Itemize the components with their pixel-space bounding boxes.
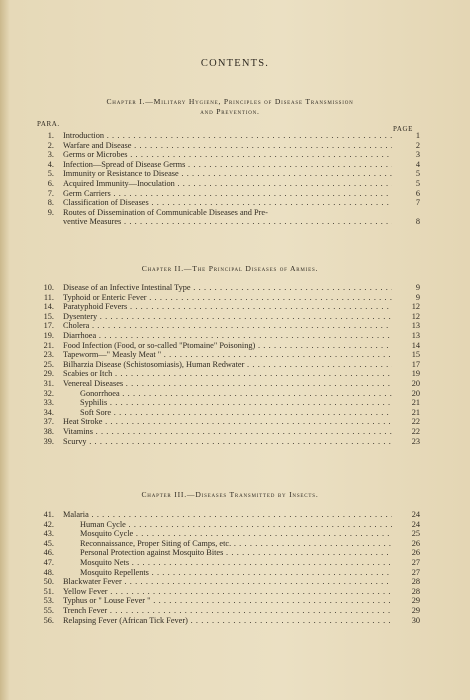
page-number: 5 [415,178,420,188]
toc-entry [35,510,420,520]
entry-title: Dysentery . . . [63,312,392,322]
para-number: 7. [47,188,54,198]
page-number: 19 [411,369,420,379]
entry-title: Bilharzia Disease (Schistosomiasis), Human Redwater . . . [63,360,392,370]
para-number: 46. [43,548,54,558]
page-number: 20 [411,388,420,398]
page-number: 9 [415,292,420,302]
para-number: 29. [43,369,54,379]
chapter-3-heading [30,490,430,499]
entry-title: Syphilis . . . [80,398,392,408]
entry-title: Soft Sore . . . [80,408,392,418]
entry-title: Venereal Diseases . . . [63,379,392,389]
toc-entry [35,379,420,389]
chapter-2-heading-text: Chapter II.—The Principal Diseases of Armies. [141,264,319,273]
para-number: 23. [43,350,54,360]
toc-entry [35,283,420,293]
para-number: 5. [47,169,54,179]
para-number: 55. [43,605,54,615]
para-number: 1. [47,131,54,140]
toc-entry [35,369,420,379]
page-number: 26 [411,548,420,558]
entry-title-continued: ventive Measures . . . [63,217,392,227]
para-number: 3. [47,150,54,160]
page-number: 21 [411,398,420,408]
chapter-1-entries [35,131,420,227]
page-number: 25 [411,529,420,539]
page-number: 23 [411,436,420,446]
toc-entry [35,341,420,351]
para-number: 6. [47,178,54,188]
entry-title: Reconnaissance, Proper Siting of Camps, etc. . . . [80,539,392,549]
entry-title: Immunity or Resistance to Disease . . . [63,169,392,179]
entry-title: Gonorrhoea . . . [80,389,392,399]
toc-entry [35,350,420,360]
toc-entry [35,520,420,530]
toc-entry [35,189,420,199]
toc-entry [35,548,420,558]
toc-entry [35,437,420,447]
entry-title: Cholera . . . [63,321,392,331]
para-number: 2. [47,140,54,150]
toc-entry [35,208,420,227]
entry-title: Personal Protection against Mosquito Bites . . . [80,548,392,558]
entry-title: Heat Stroke . . . [63,417,392,427]
entry-title: Warfare and Disease . . . [63,141,392,151]
toc-entry [35,427,420,437]
entry-title: Trench Fever . . . [63,606,392,616]
entry-title: Disease of an Infective Intestinal Type . . . [63,283,392,293]
para-number: 11. [43,292,54,302]
para-number: 48. [43,567,54,577]
page-number: 28 [411,577,420,587]
page-number: 8 [415,217,420,227]
para-number: 45. [43,538,54,548]
entry-title: Introduction . . . [63,131,392,141]
chapter-1-heading-line1: Chapter I.—Military Hygiene, Principles of Disease Transmission [106,97,354,106]
toc-entry [35,131,420,141]
page-number: 6 [415,188,420,198]
para-number: 14. [43,302,54,312]
entry-title: Diarrhoea . . . [63,331,392,341]
entry-title: Germ Carriers . . . [63,189,392,199]
page-number: 27 [411,557,420,567]
entry-title: Routes of Dissemination of Communicable Diseases and Pre- [63,207,268,217]
entry-title: Classification of Diseases . . . [63,198,392,208]
para-number: 50. [43,577,54,587]
toc-entry [35,160,420,170]
para-number: 42. [43,519,54,529]
para-number: 4. [47,159,54,169]
entry-title: Acquired Immunity—Inoculation . . . [63,179,392,189]
page-number: 29 [411,596,420,606]
toc-entry [35,312,420,322]
page-number: 29 [411,605,420,615]
para-number: 38. [43,426,54,436]
para-number: 8. [47,198,54,208]
toc-entry [35,389,420,399]
page-column-label: PAGE [393,125,414,133]
entry-title: Blackwater Fever . . . [63,577,392,587]
para-number: 17. [43,321,54,331]
entry-title: Typhus or " Louse Fever " . . . [63,596,392,606]
para-number: 37. [43,417,54,427]
entry-title: Tapeworm—" Measly Meat " . . . [63,350,392,360]
entry-title: Food Infection (Food, or so-called "Ptomaine" Poisoning) . . . [63,341,392,351]
page-number: 22 [411,417,420,427]
entry-title: Scurvy . . . [63,437,392,447]
para-number: 47. [43,557,54,567]
toc-entry [35,293,420,303]
toc-entry [35,568,420,578]
toc-entry [35,577,420,587]
para-number: 32. [43,388,54,398]
toc-entry [35,587,420,597]
page-number: 14 [411,340,420,350]
para-number: 33. [43,398,54,408]
page-number: 4 [415,159,420,169]
para-number: 53. [43,596,54,606]
page-number: 15 [411,350,420,360]
page-number: 7 [415,198,420,208]
toc-entry [35,398,420,408]
para-number: 21. [43,340,54,350]
page-number: 9 [415,283,420,292]
entry-title: Mosquito Cycle . . . [80,529,392,539]
para-number: 31. [43,378,54,388]
para-number: 41. [43,510,54,519]
toc-entry [35,417,420,427]
entry-title: Paratyphoid Fevers . . . [63,302,392,312]
page-number: 12 [411,302,420,312]
page-number: 13 [411,321,420,331]
para-number: 15. [43,311,54,321]
para-number: 19. [43,330,54,340]
entry-title: Mosquito Nets . . . [80,558,392,568]
para-number: 25. [43,359,54,369]
entry-title: Yellow Fever . . . [63,587,392,597]
toc-entry [35,360,420,370]
toc-entry [35,179,420,189]
chapter-2-entries [35,283,420,446]
toc-entry [35,198,420,208]
chapter-2-heading [30,264,430,273]
chapter-3-entries [35,510,420,625]
page-number: 28 [411,586,420,596]
toc-entry [35,529,420,539]
para-number: 39. [43,436,54,446]
page-number: 21 [411,407,420,417]
page-number: 30 [411,615,420,625]
page-number: 1 [415,131,420,140]
para-number: 34. [43,407,54,417]
chapter-3-heading-text: Chapter III.—Diseases Transmitted by Insects. [141,490,319,499]
toc-entry [35,331,420,341]
entry-title: Scabies or Itch . . . [63,369,392,379]
toc-entry [35,408,420,418]
page-number: 5 [415,169,420,179]
entry-title: Germs or Microbes . . . [63,150,392,160]
toc-entry [35,302,420,312]
toc-entry [35,169,420,179]
page-number: 17 [411,359,420,369]
toc-entry [35,606,420,616]
entry-title: Relapsing Fever (African Tick Fever) . . . [63,616,392,626]
page-title: CONTENTS. [200,58,270,69]
para-number: 56. [43,615,54,625]
page-number: 22 [411,426,420,436]
para-number: 9. [47,207,54,217]
page-number: 20 [411,378,420,388]
chapter-1-heading-line2: and Prevention. [200,107,260,116]
toc-entry [35,539,420,549]
page-number: 27 [411,567,420,577]
entry-title: Malaria . . . [63,510,392,520]
page-number: 13 [411,330,420,340]
entry-title: Infection—Spread of Disease Germs . . . [63,160,392,170]
entry-title: Typhoid or Enteric Fever . . . [63,293,392,303]
toc-entry [35,558,420,568]
entry-title: Human Cycle . . . [80,520,392,530]
page-number: 26 [411,538,420,548]
para-number: 10. [43,283,54,292]
toc-entry [35,150,420,160]
toc-entry [35,141,420,151]
page-number: 3 [415,150,420,160]
page-number: 24 [411,510,420,519]
chapter-1-heading [30,97,430,116]
para-number: 43. [43,529,54,539]
toc-entry [35,596,420,606]
page-number: 24 [411,519,420,529]
para-number: 51. [43,586,54,596]
page-number: 2 [415,140,420,150]
toc-entry [35,616,420,626]
para-column-label: PARA. [37,120,60,128]
entry-title: Vitamins . . . [63,427,392,437]
toc-entry [35,321,420,331]
page-number: 12 [411,311,420,321]
entry-title: Mosquito Repellents . . . [80,568,392,578]
